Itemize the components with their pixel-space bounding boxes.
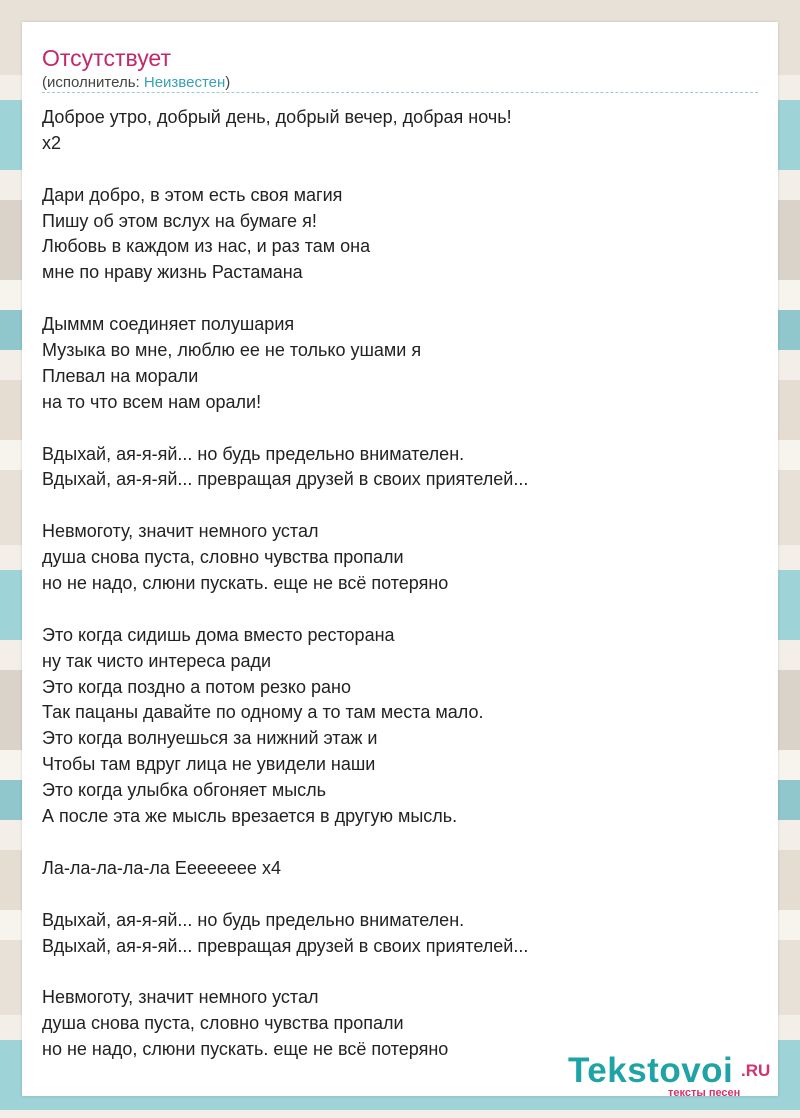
lyric-line: Это когда сидишь дома вместо ресторана <box>42 624 395 645</box>
lyric-line: x2 <box>42 132 62 153</box>
stanza-break <box>42 597 758 623</box>
artist-prefix: (исполнитель: <box>42 74 144 91</box>
stanza-break <box>42 830 758 856</box>
lyric-line: Невмоготу, значит немного устал <box>42 521 319 542</box>
lyric-line: А после эта же мысль врезается в другую мысль. <box>42 806 458 827</box>
lyric-line: Так пацаны давайте по одному а то там места мало. <box>42 702 484 723</box>
artist-suffix: ) <box>225 74 231 91</box>
song-title: Отсутствует <box>42 45 171 71</box>
lyric-line: на то что всем нам орали! <box>42 391 262 412</box>
lyric-line: Вдыхай, ая-я-яй... превращая друзей в своих приятелей... <box>42 469 529 490</box>
lyric-line: душа снова пуста, словно чувства пропали <box>42 547 404 568</box>
lyric-line: Вдыхай, ая-я-яй... но будь предельно внимателен. <box>42 909 465 930</box>
lyric-line: Дыммм соединяет полушария <box>42 314 295 335</box>
lyric-line: Дари добро, в этом есть своя магия <box>42 184 343 205</box>
lyric-line: Вдыхай, ая-я-яй... превращая друзей в своих приятелей... <box>42 935 529 956</box>
lyric-line: но не надо, слюни пускать. еще не всё потеряно <box>42 1039 449 1060</box>
lyric-line: Это когда волнуешься за нижний этаж и <box>42 728 378 749</box>
site-logo[interactable] <box>568 1052 778 1102</box>
lyric-line: Вдыхай, ая-я-яй... но будь предельно внимателен. <box>42 443 465 464</box>
lyric-line: Чтобы там вдруг лица не увидели наши <box>42 754 376 775</box>
lyric-line: Это когда поздно а потом резко рано <box>42 676 351 697</box>
logo-wordmark: Tekstovoi <box>568 1051 734 1090</box>
lyric-line: мне по нраву жизнь Растамана <box>42 262 303 283</box>
stanza-break <box>42 959 758 985</box>
stanza-break <box>42 493 758 519</box>
lyric-line: душа снова пуста, словно чувства пропали <box>42 1013 404 1034</box>
lyric-line: Ла-ла-ла-ла-ла Ееееееее x4 <box>42 857 281 878</box>
lyric-line: Это когда улыбка обгоняет мысль <box>42 780 327 801</box>
lyrics-sheet <box>22 22 778 1099</box>
stanza-break <box>42 286 758 312</box>
lyrics-body <box>42 105 758 1063</box>
stanza-break <box>42 416 758 442</box>
lyric-line: Плевал на морали <box>42 365 199 386</box>
artist-line <box>42 74 230 92</box>
lyric-line: Пишу об этом вслух на бумаге я! <box>42 210 317 231</box>
divider <box>42 92 758 93</box>
lyric-line: Музыка во мне, люблю ее не только ушами я <box>42 340 422 361</box>
lyric-line: но не надо, слюни пускать. еще не всё потеряно <box>42 573 449 594</box>
lyric-line: Любовь в каждом из нас, и раз там она <box>42 236 371 257</box>
stanza-break <box>42 882 758 908</box>
logo-domain: .RU <box>741 1061 771 1080</box>
stanza-break <box>42 157 758 183</box>
lyric-line: Доброе утро, добрый день, добрый вечер, добрая ночь! <box>42 107 512 127</box>
logo-tagline: тексты песен <box>668 1087 741 1099</box>
lyric-line: ну так чисто интереса ради <box>42 650 272 671</box>
artist-link[interactable]: Неизвестен <box>143 74 226 91</box>
lyric-line: Невмоготу, значит немного устал <box>42 987 319 1008</box>
